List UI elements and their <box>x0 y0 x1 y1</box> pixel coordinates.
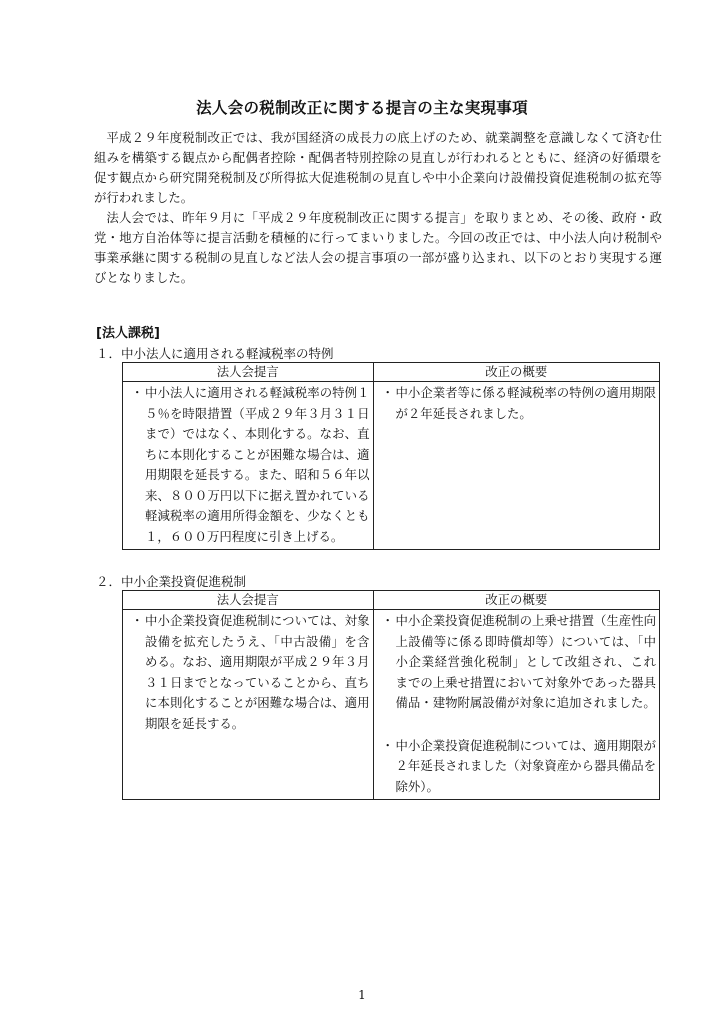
page-title: 法人会の税制改正に関する提言の主な実現事項 <box>196 99 528 117</box>
column-header-proposal: 法人会提言 <box>123 363 374 382</box>
item-heading: １．中小法人に適用される軽減税率の特例 <box>96 346 334 361</box>
column-header-proposal: 法人会提言 <box>123 591 374 610</box>
bullet-item <box>382 736 656 798</box>
bullet-mark: ・ <box>381 737 394 753</box>
proposal-cell <box>123 382 374 550</box>
column-header-summary: 改正の概要 <box>373 591 659 610</box>
bullet-item <box>131 611 370 734</box>
bullet-mark: ・ <box>131 385 144 400</box>
bullet-mark: ・ <box>381 385 394 400</box>
proposal-text: 中小法人に適用される軽減税率の特例１５％を時限措置（平成２９年３月３１日まで）ではなく、本則化する。なお、直ちに本則化することが困難な場合は、適用期限を延長する。また、昭和５６年以来、８００万円以下に据え置かれている軽減税率の適用所得金額を、少なくとも１，６００万円程度に引き上げる。 <box>145 385 370 544</box>
summary-text: 中小企業投資促進税制の上乗せ措置（生産性向上設備等に係る即時償却等）については、「中小企業経営強化税制」として改組され、これまでの上乗せ措置において対象外であった器具備品・建物附属設備が対象に追加されました。 <box>395 613 656 710</box>
bullet-item <box>382 383 656 424</box>
column-header-summary: 改正の概要 <box>373 363 659 382</box>
summary-text: 中小企業者等に係る軽減税率の特例の適用期限が２年延長されました。 <box>395 385 656 421</box>
bullet-spacer <box>382 714 656 736</box>
bullet-mark: ・ <box>131 613 144 628</box>
bullet-mark: ・ <box>381 613 394 628</box>
bullet-item <box>382 611 656 714</box>
proposal-text: 中小企業投資促進税制については、対象設備を拡充したうえ、「中古設備」を含める。なお、適用期限が平成２９年３月３１日までとなっていることから、直ちに本則化することが困難な場合は、適用期限を延長する。 <box>145 613 370 731</box>
proposal-cell <box>123 610 374 800</box>
proposal-table <box>122 362 660 550</box>
summary-cell <box>373 382 659 550</box>
intro-paragraph: 平成２９年度税制改正では、我が国経済の成長力の底上げのため、就業調整を意識しなくて済む仕組みを構築する観点から配偶者控除・配偶者特別控除の見直しが行われるとともに、経済の好循環を促す観点から研究開発税制及び所得拡大促進税制の見直しや中小企業向け設備投資促進税制の拡充等が行われました。 <box>94 130 662 205</box>
section-label: [法人課税] <box>96 326 160 341</box>
page-number: 1 <box>358 988 366 1002</box>
proposal-table <box>122 590 660 800</box>
bullet-item <box>131 383 370 547</box>
summary-text: 中小企業投資促進税制については、適用期限が２年延長されました（対象資産から器具備品を除外）。 <box>395 737 656 794</box>
summary-cell <box>373 610 659 800</box>
item-heading: ２．中小企業投資促進税制 <box>96 574 247 589</box>
intro-paragraph: 法人会では、昨年９月に「平成２９年度税制改正に関する提言」を取りまとめ、その後、政府・政党・地方自治体等に提言活動を積極的に行ってまいりました。今回の改正では、中小法人向け税制や事業承継に関する税制の見直しなど法人会の提言事項の一部が盛り込まれ、以下のとおり実現する運びとなりました。 <box>94 210 662 285</box>
intro-text <box>94 128 662 288</box>
